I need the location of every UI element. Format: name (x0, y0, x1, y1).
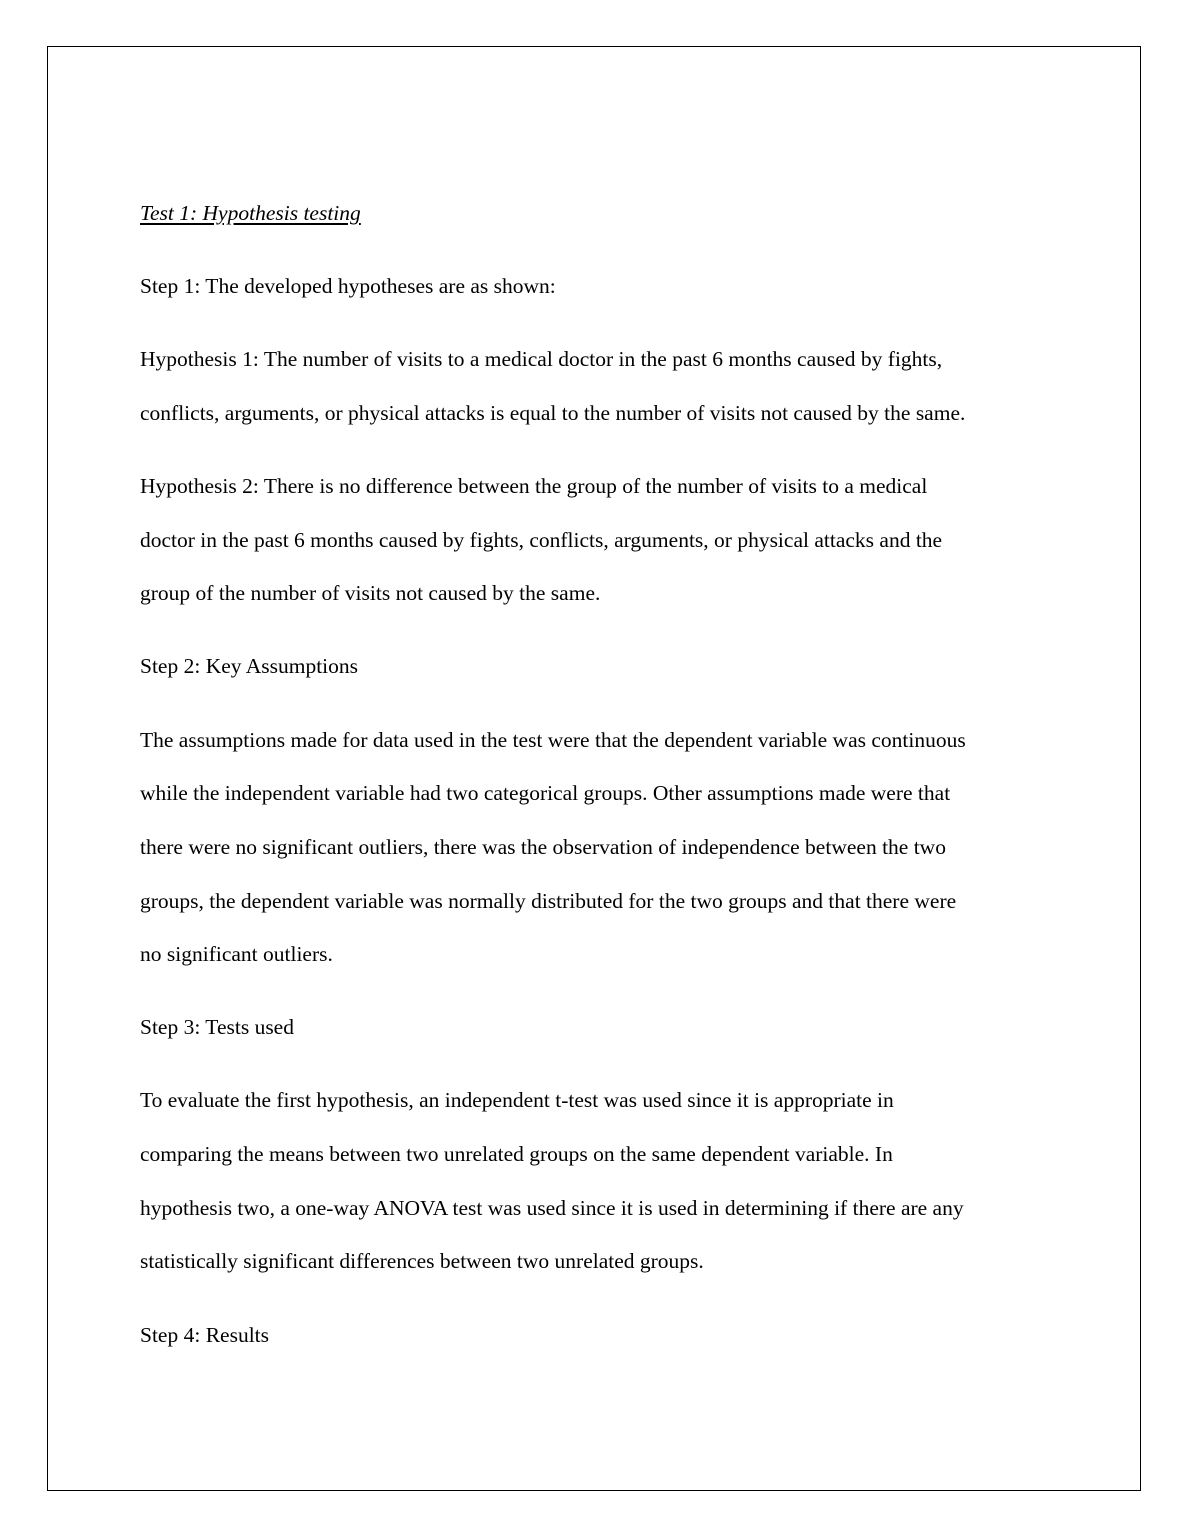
tests-line: hypothesis two, a one-way ANOVA test was used since it is used in determining if there are any (140, 1196, 964, 1220)
assumptions-line: there were no significant outliers, there was the observation of independence between the two (140, 835, 946, 859)
step-3-title: Step 3: Tests used (140, 1015, 294, 1039)
step-1-title: Step 1: The developed hypotheses are as shown: (140, 274, 556, 298)
tests-line: To evaluate the first hypothesis, an independent t-test was used since it is appropriate in (140, 1088, 894, 1112)
hypothesis-2-line: group of the number of visits not caused by the same. (140, 581, 601, 605)
hypothesis-2-line: doctor in the past 6 months caused by fights, conflicts, arguments, or physical attacks and the (140, 528, 943, 552)
hypothesis-2-line: Hypothesis 2: There is no difference between the group of the number of visits to a medical (140, 474, 928, 498)
assumptions-line: no significant outliers. (140, 942, 333, 966)
assumptions-line: while the independent variable had two categorical groups. Other assumptions made were that (140, 781, 951, 805)
hypothesis-1-line: conflicts, arguments, or physical attacks is equal to the number of visits not caused by the same. (140, 401, 966, 425)
step-2-title: Step 2: Key Assumptions (140, 654, 359, 678)
hypothesis-1-line: Hypothesis 1: The number of visits to a medical doctor in the past 6 months caused by fights, (140, 347, 943, 371)
page-border (47, 46, 1141, 1491)
step-4-title: Step 4: Results (140, 1323, 270, 1347)
assumptions-line: The assumptions made for data used in the test were that the dependent variable was continuous (140, 728, 966, 752)
tests-line: comparing the means between two unrelated groups on the same dependent variable. In (140, 1142, 893, 1166)
tests-line: statistically significant differences between two unrelated groups. (140, 1249, 704, 1273)
section-heading: Test 1: Hypothesis testing (140, 201, 361, 225)
assumptions-line: groups, the dependent variable was normally distributed for the two groups and that there were (140, 889, 957, 913)
